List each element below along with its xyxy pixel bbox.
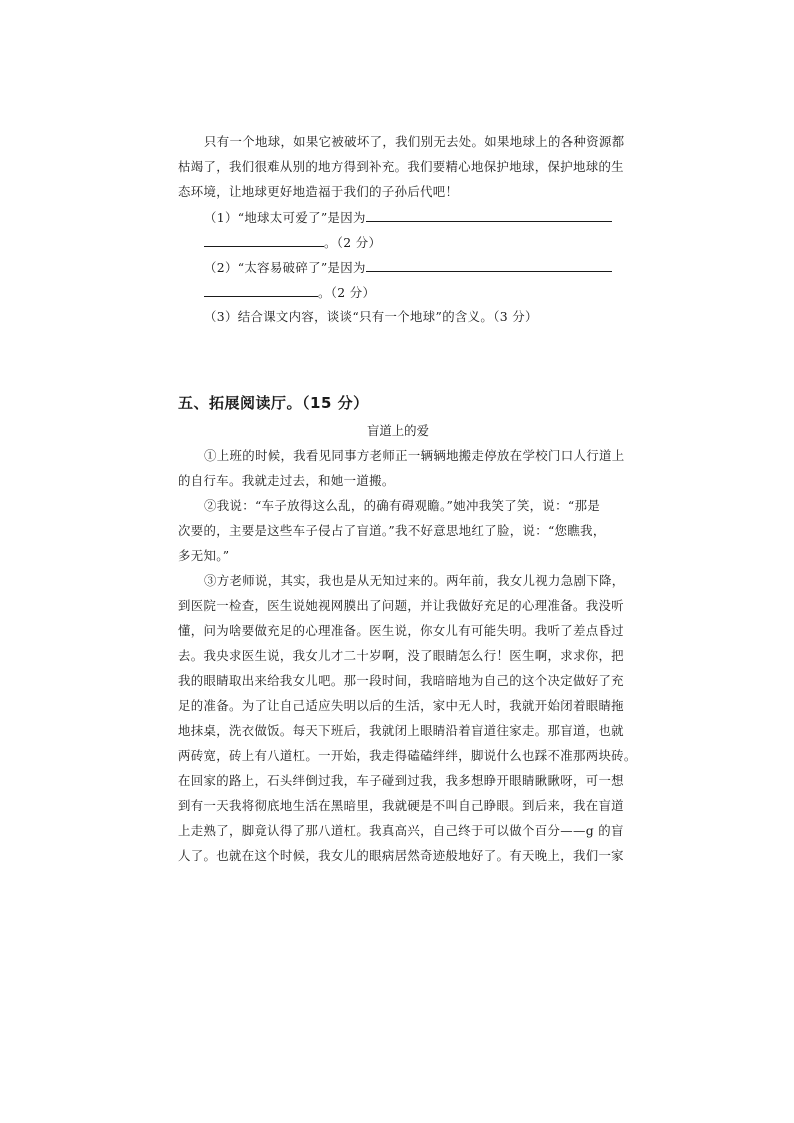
question-2 bbox=[204, 259, 618, 276]
question-1-score: 。（2 分） bbox=[324, 235, 382, 250]
passage-line: 次要的，主要是这些车子侵占了盲道。”我不好意思地红了脸，说：“您瞧我， bbox=[178, 523, 606, 538]
question-1-prompt: （1）“地球太可爱了”是因为 bbox=[204, 210, 366, 225]
passage-line: 地抹桌，洗衣做饭。每天下班后，我就闭上眼睛沿着盲道往家走。那盲道，也就 bbox=[178, 723, 624, 738]
passage-line: 人了。也就在这个时候，我女儿的眼病居然奇迹般地好了。有天晚上，我们一家 bbox=[178, 848, 624, 863]
question-2-prompt: （2）“太容易破碎了”是因为 bbox=[204, 260, 366, 275]
answer-blank[interactable] bbox=[204, 284, 318, 297]
answer-blank[interactable] bbox=[204, 234, 324, 247]
passage-line: ②我说：“车子放得这么乱，的确有碍观瞻。”她冲我笑了笑，说：“那是 bbox=[204, 498, 601, 513]
section-heading: 五、拓展阅读厅。（15 分） bbox=[178, 394, 369, 412]
passage-line: 我的眼睛取出来给我女儿吧。那一段时间，我暗暗地为自己的这个决定做好了充 bbox=[178, 673, 624, 688]
passage-line: 态环境，让地球更好地造福于我们的子孙后代吧！ bbox=[178, 184, 459, 199]
passage-line: 多无知。” bbox=[178, 548, 230, 563]
passage-line: ③方老师说，其实，我也是从无知过来的。两年前，我女儿视力急剧下降， bbox=[204, 573, 625, 588]
passage-line: 只有一个地球，如果它被破坏了，我们别无去处。如果地球上的各种资源都 bbox=[204, 134, 625, 149]
passage-line: 到医院一检查，医生说她视网膜出了问题，并让我做好充足的心理准备。我没听 bbox=[178, 598, 624, 613]
question-1-continued bbox=[204, 234, 618, 251]
question-1 bbox=[204, 209, 618, 226]
passage-title: 盲道上的爱 bbox=[367, 423, 429, 438]
passage-line: 两砖宽，砖上有八道杠。一开始，我走得磕磕绊绊，脚说什么也踩不准那两块砖。 bbox=[178, 748, 637, 763]
question-3: （3）结合课文内容，谈谈“只有一个地球”的含义。（3 分） bbox=[204, 309, 538, 324]
question-2-continued bbox=[204, 284, 618, 301]
answer-blank[interactable] bbox=[366, 259, 612, 272]
passage-line: ①上班的时候，我看见同事方老师正一辆辆地搬走停放在学校门口人行道上 bbox=[204, 448, 625, 463]
passage-line: 到有一天我将彻底地生活在黑暗里，我就硬是不叫自己睁眼。到后来，我在盲道 bbox=[178, 798, 624, 813]
passage-line: 的自行车。我就走过去，和她一道搬。 bbox=[178, 473, 395, 488]
passage-line: 上走熟了，脚竟认得了那八道杠。我真高兴，自己终于可以做个百分——g 的盲 bbox=[178, 823, 624, 838]
passage-line: 去。我央求医生说，我女儿才二十岁啊，没了眼睛怎么行！医生啊，求求你，把 bbox=[178, 648, 624, 663]
passage-line: 在回家的路上，石头绊倒过我，车子碰到过我，我多想睁开眼睛瞅瞅呀，可一想 bbox=[178, 773, 624, 788]
passage-line: 懂，问为啥要做充足的心理准备。医生说，你女儿有可能失明。我听了差点昏过 bbox=[178, 623, 624, 638]
question-2-score: 。（2 分） bbox=[318, 285, 376, 300]
passage-line: 枯竭了，我们很难从别的地方得到补充。我们要精心地保护地球，保护地球的生 bbox=[178, 159, 624, 174]
answer-blank[interactable] bbox=[366, 209, 612, 222]
passage-line: 足的准备。为了让自己适应失明以后的生活，家中无人时，我就开始闭着眼睛拖 bbox=[178, 698, 624, 713]
